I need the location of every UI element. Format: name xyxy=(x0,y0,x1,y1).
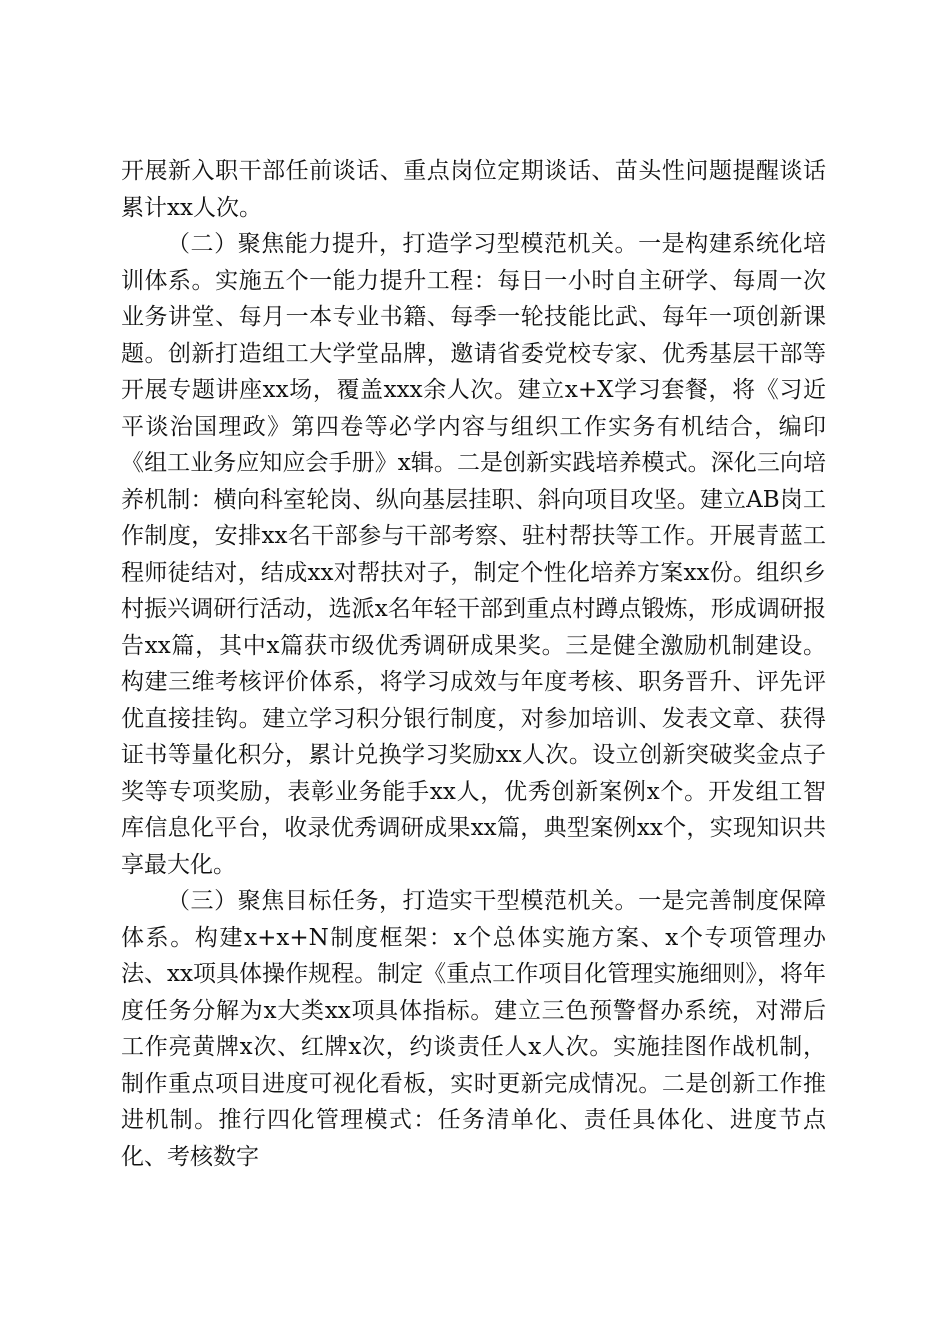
paragraph-section-two: （二）聚焦能力提升，打造学习型模范机关。一是构建系统化培训体系。实施五个一能力提升工程：每日一小时自主研学、每周一次业务讲堂、每月一本专业书籍、每季一轮技能比武、每年一项创新课题。创新打造组工大学堂品牌，邀请省委党校专家、优秀基层干部等开展专题讲座xx场，覆盖xxx余人次。建立x+X学习套餐，将《习近平谈治国理政》第四卷等必学内容与组织工作实务有机结合，编印《组工业务应知应会手册》x辑。二是创新实践培养模式。深化三向培养机制：横向科室轮岗、纵向基层挂职、斜向项目攻坚。建立AB岗工作制度，安排xx名干部参与干部考察、驻村帮扶等工作。开展青蓝工程师徒结对，结成xx对帮扶对子，制定个性化培养方案xx份。组织乡村振兴调研行活动，选派x名年轻干部到重点村蹲点锻炼，形成调研报告xx篇，其中x篇获市级优秀调研成果奖。三是健全激励机制建设。构建三维考核评价体系，将学习成效与年度考核、职务晋升、评先评优直接挂钩。建立学习积分银行制度，对参加培训、发表文章、获得证书等量化积分，累计兑换学习奖励xx人次。设立创新突破奖金点子奖等专项奖励，表彰业务能手xx人，优秀创新案例x个。开发组工智库信息化平台，收录优秀调研成果xx篇，典型案例xx个，实现知识共享最大化。 xyxy=(121,231,826,878)
paragraph-section-three: （三）聚焦目标任务，打造实干型模范机关。一是完善制度保障体系。构建x+x+N制度框架：x个总体实施方案、x个专项管理办法、xx项具体操作规程。制定《重点工作项目化管理实施细则》，将年度任务分解为x大类xx项具体指标。建立三色预警督办系统，对滞后工作亮黄牌x次、红牌x次，约谈责任人x人次。实施挂图作战机制，制作重点项目进度可视化看板，实时更新完成情况。二是创新工作推进机制。推行四化管理模式：任务清单化、责任具体化、进度节点化、考核数字 xyxy=(121,888,826,1170)
document-body xyxy=(121,153,826,1175)
paragraph-continuation: 开展新入职干部任前谈话、重点岗位定期谈话、苗头性问题提醒谈话累计xx人次。 xyxy=(121,158,826,221)
